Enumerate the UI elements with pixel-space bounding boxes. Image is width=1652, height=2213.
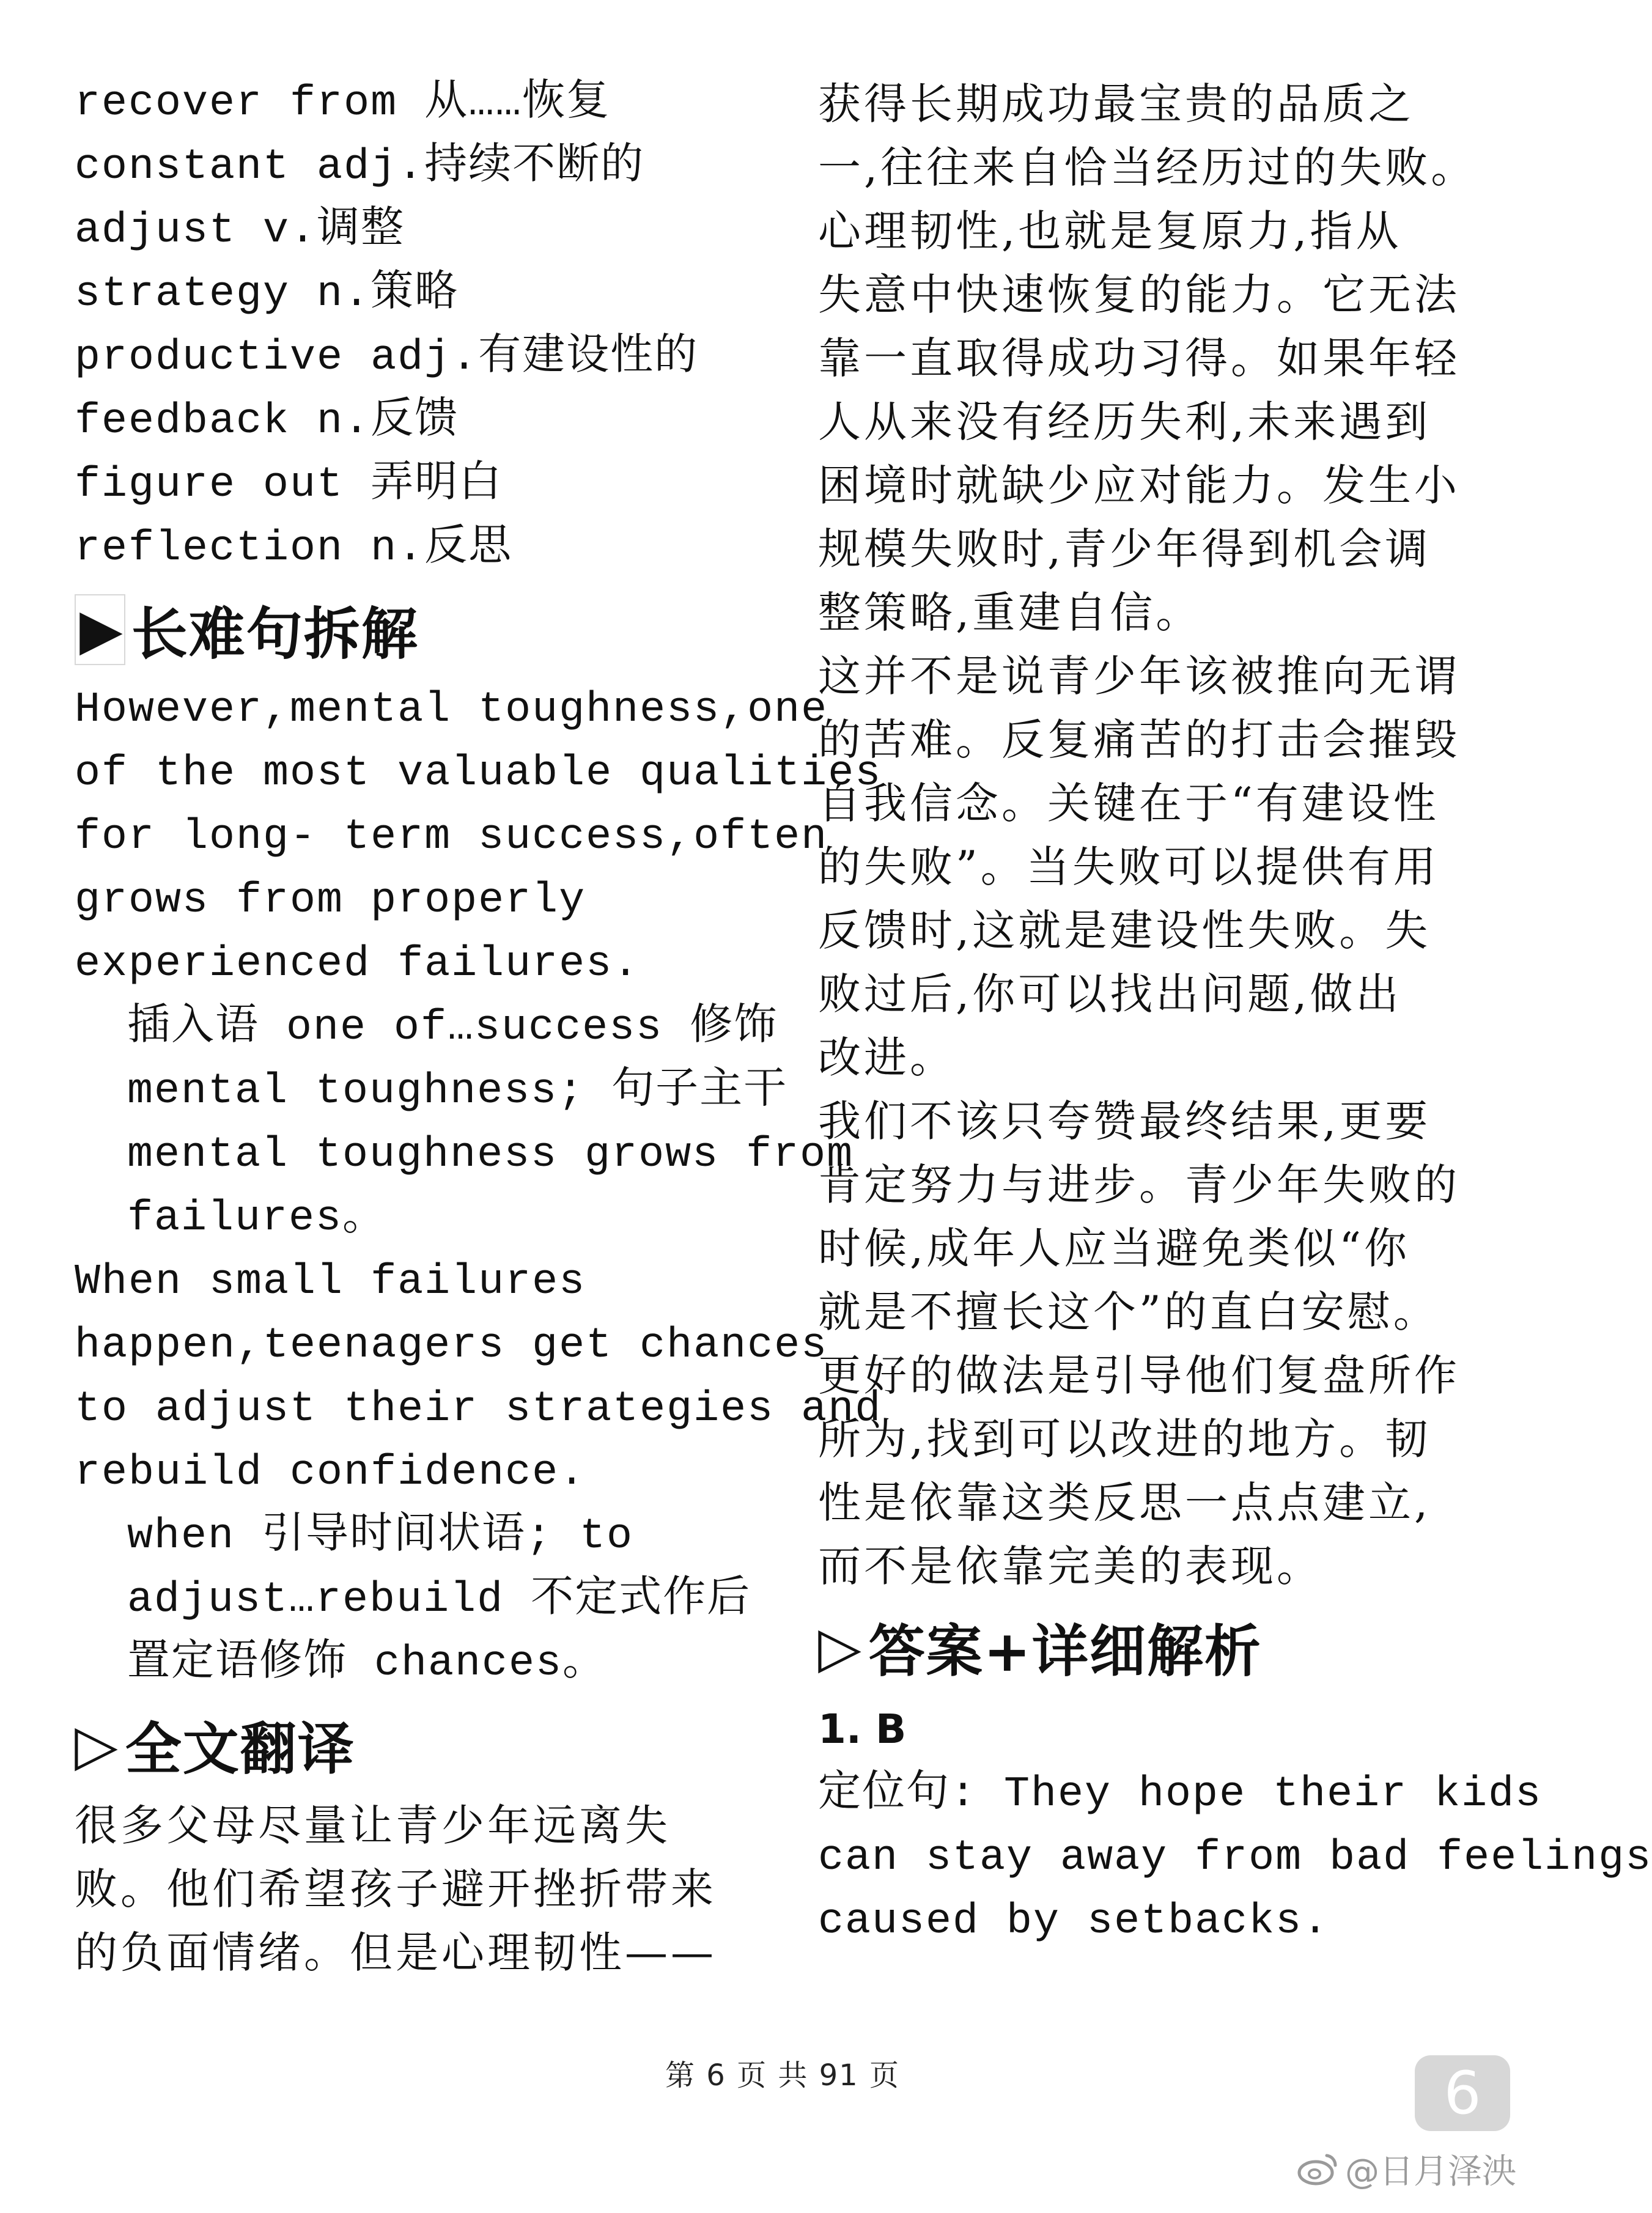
section-heading-translation: [75, 1696, 772, 1794]
note-line: failures。: [127, 1195, 387, 1243]
translation-line: 败过后,你可以找出问题,做出: [818, 969, 1402, 1019]
translation-line: 心理韧性,也就是复原力,指从: [818, 206, 1402, 256]
translation-line: 而不是依靠完美的表现。: [818, 1541, 1322, 1591]
translation-line: 败。他们希望孩子避开挫折带来: [75, 1864, 717, 1914]
section-heading-sentence-analysis: [75, 581, 772, 679]
note-line: mental toughness; 句子主干: [127, 1067, 788, 1116]
translation-start: [75, 1794, 772, 1984]
translation-line: 所为,找到可以改进的地方。韧: [818, 1414, 1431, 1464]
translation-line: 获得长期成功最宝贵的品质之: [818, 79, 1414, 129]
watermark-text: @日月泽泱: [1345, 2152, 1516, 2192]
answer-line: can stay away from bad feelings: [818, 1834, 1652, 1882]
answer-explanation: [818, 1763, 1652, 1954]
translation-line: 失意中快速恢复的能力。它无法: [818, 270, 1460, 320]
sentence-line: However,mental toughness,one: [75, 686, 828, 734]
translation-line: 整策略,重建自信。: [818, 587, 1202, 638]
vocab-item: reflection n.反思: [75, 525, 513, 573]
heading-text: 全文翻译: [125, 1717, 355, 1782]
outline-triangle-icon: ▷: [75, 1712, 119, 1778]
filled-triangle-icon: ▶: [75, 594, 125, 665]
translation-line: 人从来没有经历失利,未来遇到: [818, 397, 1431, 447]
vocab-item: strategy n.策略: [75, 270, 459, 319]
sentence-block-2: [75, 1251, 882, 1505]
section-heading-answers: [818, 1598, 1540, 1696]
right-column: [818, 72, 1652, 1954]
heading-text: 答案+详细解析: [868, 1619, 1262, 1684]
translation-line: 时候,成年人应当避免类似“你: [818, 1223, 1410, 1273]
grammar-note-2: [75, 1505, 772, 1696]
translation-line: 一,往往来自恰当经历过的失败。: [818, 142, 1477, 193]
sentence-line: When small failures: [75, 1258, 586, 1306]
sentence-line: for long- term success,often: [75, 813, 828, 861]
translation-line: 的负面情绪。但是心理韧性——: [75, 1928, 717, 1978]
translation-line: 改进。: [818, 1033, 956, 1083]
vocab-item: adjust v.调整: [75, 207, 405, 255]
sentence-line: experienced failures.: [75, 940, 640, 989]
translation-line: 很多父母尽量让青少年远离失: [75, 1800, 671, 1850]
translation-line: 就是不擅长这个”的直白安慰。: [818, 1287, 1439, 1337]
vocab-list: [75, 72, 772, 581]
note-line: adjust…rebuild 不定式作后: [127, 1576, 751, 1624]
translation-line: 肯定努力与进步。青少年失败的: [818, 1160, 1460, 1210]
note-line: mental toughness grows from: [127, 1131, 854, 1179]
page-footer: 第 6 页 共 91 页: [665, 2058, 900, 2093]
answer-number: 1. B: [818, 1706, 907, 1753]
note-line: when 引导时间状语; to: [127, 1512, 634, 1561]
translation-line: 我们不该只夸赞最终结果,更要: [818, 1096, 1431, 1146]
heading-text: 长难句拆解: [131, 602, 419, 667]
note-line: 置定语修饰 chances。: [127, 1640, 607, 1688]
vocab-item: feedback n.反馈: [75, 397, 459, 446]
watermark: [1296, 2145, 1516, 2193]
vocab-item: productive adj.有建设性的: [75, 334, 699, 382]
translation-line: 自我信念。关键在于“有建设性: [818, 778, 1439, 828]
translation-line: 靠一直取得成功习得。如果年轻: [818, 333, 1460, 383]
answer-line: caused by setbacks.: [818, 1898, 1330, 1946]
translation-line: 规模失败时,青少年得到机会调: [818, 524, 1431, 574]
outline-triangle-icon: ▷: [818, 1614, 863, 1680]
vocab-item: recover from 从……恢复: [75, 79, 611, 128]
translation-line: 性是依靠这类反思一点点建立,: [818, 1478, 1431, 1528]
sentence-line: of the most valuable qualities: [75, 749, 882, 798]
translation-line: 的苦难。反复痛苦的打击会摧毁: [818, 715, 1460, 765]
sentence-line: grows from properly: [75, 877, 586, 925]
sentence-block-1: [75, 679, 882, 996]
translation-line: 反馈时,这就是建设性失败。失: [818, 905, 1431, 956]
vocab-item: constant adj.持续不断的: [75, 143, 645, 191]
translation-line: 困境时就缺少应对能力。发生小: [818, 460, 1460, 510]
grammar-note-1: [75, 996, 854, 1251]
sentence-line: rebuild confidence.: [75, 1449, 586, 1497]
weibo-logo-icon: [1296, 2152, 1339, 2186]
translation-line: 更好的做法是引导他们复盘所作: [818, 1350, 1460, 1401]
sentence-line: to adjust their strategies and: [75, 1385, 882, 1434]
sentence-line: happen,teenagers get chances: [75, 1322, 828, 1370]
answer-line: 定位句: They hope their kids: [818, 1770, 1543, 1819]
translation-line: 这并不是说青少年该被推向无谓: [818, 651, 1460, 701]
vocab-item: figure out 弄明白: [75, 461, 503, 509]
note-line: 插入语 one of…success 修饰: [127, 1004, 778, 1052]
translation-line: 的失败”。当失败可以提供有用: [818, 842, 1439, 892]
translation-continued: [818, 72, 1540, 1598]
page-number-badge: 6: [1415, 2055, 1510, 2131]
